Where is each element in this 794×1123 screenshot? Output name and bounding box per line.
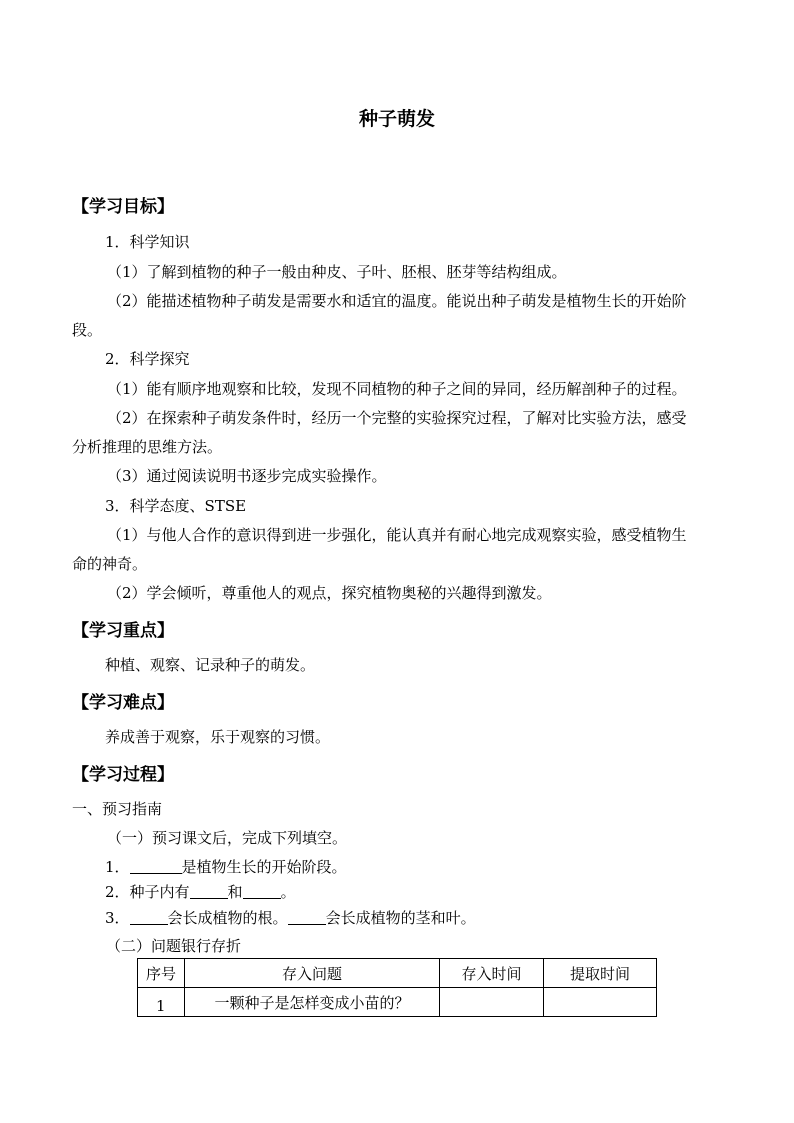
goals-s2-item-1: （1）能有顺序地观察和比较，发现不同植物的种子之间的异同，经历解剖种子的过程。	[107, 380, 687, 398]
table-cell: 1	[138, 988, 185, 1017]
goals-s2-item-2-line-2: 分析推理的思维方法。	[72, 438, 223, 456]
fill-blank[interactable]	[288, 909, 326, 925]
goals-s3-item-1-line-1: （1）与他人合作的意识得到进一步强化，能认真并有耐心地完成观察实验，感受植物生	[107, 526, 687, 544]
goals-section-1-title: 1．科学知识	[105, 233, 190, 251]
process-part-1: （一）预习课文后，完成下列填空。	[107, 829, 348, 847]
question-bank-table	[137, 958, 657, 1017]
process-heading: 【学习过程】	[72, 765, 174, 785]
goals-s2-item-2-line-1: （2）在探索种子萌发条件时，经历一个完整的实验探究过程，了解对比实验方法，感受	[107, 409, 687, 427]
goals-s3-item-1-line-2: 命的神奇。	[72, 555, 148, 573]
question-3-number: 3．	[105, 909, 130, 927]
question-2-text-c: 。	[280, 883, 296, 901]
fill-blank[interactable]	[243, 883, 281, 899]
table-cell: 一颗种子是怎样变成小苗的？	[185, 988, 440, 1017]
goals-section-3-title: 3．科学态度、STSE	[105, 497, 247, 515]
question-2-text-b: 和	[227, 883, 243, 901]
goals-s1-item-2-line-2: 段。	[72, 321, 103, 339]
table-header-cell: 提取时间	[544, 959, 657, 988]
table-header-row	[138, 959, 657, 988]
process-section-1: 一、预习指南	[72, 800, 163, 818]
goals-section-2-title: 2．科学探究	[105, 350, 190, 368]
goals-heading: 【学习目标】	[72, 197, 174, 217]
goals-s3-item-2: （2）学会倾听，尊重他人的观点，探究植物奥秘的兴趣得到激发。	[107, 584, 552, 602]
table-header-cell: 存入时间	[440, 959, 544, 988]
question-1-number: 1．	[105, 858, 130, 876]
difficulties-text: 养成善于观察，乐于观察的习惯。	[105, 728, 331, 746]
table-header-cell: 存入问题	[185, 959, 440, 988]
key-points-heading: 【学习重点】	[72, 621, 174, 641]
question-2	[105, 882, 296, 902]
table-cell[interactable]	[544, 988, 657, 1017]
goals-s2-item-3: （3）通过阅读说明书逐步完成实验操作。	[107, 467, 387, 485]
page-title: 种子萌发	[358, 108, 435, 130]
process-part-2: （二）问题银行存折	[106, 937, 242, 955]
question-1-text: 是植物生长的开始阶段。	[181, 858, 347, 876]
goals-s1-item-2-line-1: （2）能描述植物种子萌发是需要水和适宜的温度。能说出种子萌发是植物生长的开始阶	[107, 292, 687, 310]
table-header-cell: 序号	[138, 959, 185, 988]
key-points-text: 种植、观察、记录种子的萌发。	[105, 656, 316, 674]
fill-blank[interactable]	[130, 909, 168, 925]
question-3-text-a: 会长成植物的根。	[167, 909, 288, 927]
question-3-text-b: 会长成植物的茎和叶。	[325, 909, 476, 927]
difficulties-heading: 【学习难点】	[72, 693, 174, 713]
fill-blank[interactable]	[190, 883, 228, 899]
question-2-text-a: 2．种子内有	[105, 883, 190, 901]
goals-s1-item-1: （1）了解到植物的种子一般由种皮、子叶、胚根、胚芽等结构组成。	[107, 263, 567, 281]
fill-blank[interactable]	[130, 858, 182, 874]
question-3	[105, 908, 476, 928]
table-cell[interactable]	[440, 988, 544, 1017]
question-1	[105, 857, 347, 877]
table-row	[138, 988, 657, 1017]
